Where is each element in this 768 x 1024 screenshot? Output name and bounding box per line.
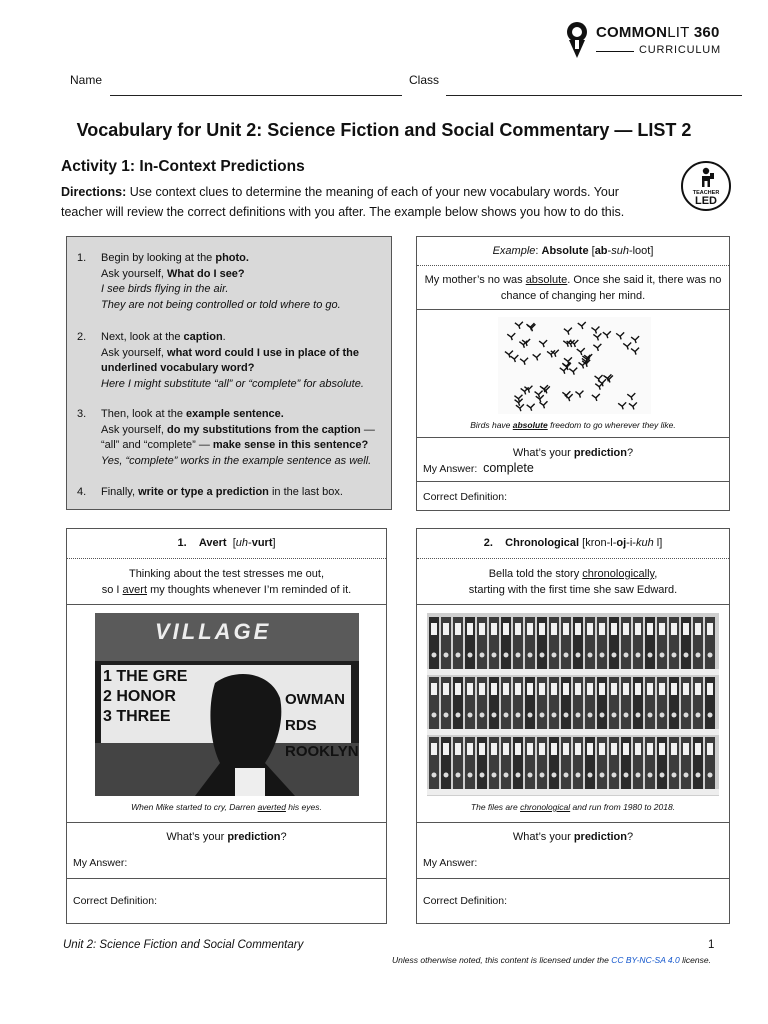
binder-hole xyxy=(660,653,665,658)
marquee-top: VILLAGE xyxy=(155,619,272,644)
bird-shape xyxy=(591,327,599,334)
bird-shape xyxy=(533,353,541,360)
word-card-chronological xyxy=(416,528,730,924)
correct-definition-field[interactable]: Correct Definition: xyxy=(423,895,508,907)
divider xyxy=(67,878,386,879)
binder-label xyxy=(503,683,509,695)
prediction-prompt: What’s your prediction? xyxy=(512,447,634,459)
binder-label xyxy=(683,683,689,695)
binder-label xyxy=(551,683,557,695)
name-field[interactable] xyxy=(110,95,402,96)
prediction-prompt: What’s your prediction? xyxy=(166,831,287,843)
binder-hole xyxy=(504,713,509,718)
badge-label-big: LED xyxy=(695,195,717,207)
shelf xyxy=(427,729,719,735)
binder-hole xyxy=(432,653,437,658)
commonlit-logo xyxy=(563,20,733,62)
page-number: 1 xyxy=(708,939,715,951)
binder-hole xyxy=(672,653,677,658)
example-caption: Birds have absolute freedom to go wherever they like. xyxy=(470,420,676,430)
binder-label xyxy=(575,623,581,635)
binder-label xyxy=(647,743,653,755)
binder-hole xyxy=(696,773,701,778)
binder-label xyxy=(491,683,497,695)
shelf xyxy=(427,789,719,795)
activity-title: Activity 1: In-Context Predictions xyxy=(61,158,305,175)
word-caption: When Mike started to cry, Darren averted his eyes. xyxy=(131,802,322,812)
binder-label xyxy=(455,743,461,755)
binder-label xyxy=(599,743,605,755)
binder-label xyxy=(539,743,545,755)
bird-shape xyxy=(623,342,631,349)
binder-label xyxy=(431,743,437,755)
binder-label xyxy=(443,623,449,635)
binder-hole xyxy=(456,773,461,778)
binder-hole xyxy=(516,713,521,718)
binder-hole xyxy=(636,773,641,778)
binder-hole xyxy=(540,713,545,718)
binder-label xyxy=(527,743,533,755)
my-answer-label: My Answer: complete xyxy=(423,461,534,475)
binder-hole xyxy=(468,773,473,778)
commonlit-mark-icon xyxy=(563,20,591,60)
binder-label xyxy=(683,743,689,755)
teacher-icon xyxy=(700,167,714,189)
step-number: 2. xyxy=(77,331,87,343)
divider xyxy=(417,604,729,605)
bird-shape xyxy=(521,387,529,394)
directions-text: Directions: Use context clues to determine the meaning of each of your new vocabulary words. Your teacher will review the correct definitions with you after. The example below shows you how to do this. xyxy=(61,185,625,219)
binder-label xyxy=(623,683,629,695)
binder-label xyxy=(587,623,593,635)
bird-shape xyxy=(564,328,572,335)
bird-shape xyxy=(592,394,600,401)
binder-label xyxy=(683,623,689,635)
binder-hole xyxy=(648,653,653,658)
binder-label xyxy=(611,623,617,635)
bird-shape xyxy=(539,340,547,347)
badge-label-small: TEACHER xyxy=(692,190,720,196)
binder-hole xyxy=(708,653,713,658)
my-answer-field[interactable]: My Answer: xyxy=(73,857,128,869)
binder-label xyxy=(659,743,665,755)
binder-hole xyxy=(444,773,449,778)
divider xyxy=(417,878,729,879)
bird-shape xyxy=(575,391,583,398)
binder-hole xyxy=(444,713,449,718)
binder-hole xyxy=(564,653,569,658)
binder-hole xyxy=(516,653,521,658)
name-label: Name xyxy=(70,73,103,87)
bird-shape xyxy=(593,333,601,340)
binder-hole xyxy=(468,653,473,658)
divider xyxy=(67,822,386,823)
binder-label xyxy=(443,743,449,755)
step-number: 4. xyxy=(77,486,87,498)
binder-hole xyxy=(624,713,629,718)
binder-hole xyxy=(552,773,557,778)
binder-hole xyxy=(492,713,497,718)
word-header: 1. Avert [uh-vurt] xyxy=(177,537,276,549)
binder-hole xyxy=(696,653,701,658)
binder-hole xyxy=(492,653,497,658)
binder-label xyxy=(587,743,593,755)
step-number: 3. xyxy=(77,408,87,420)
binder-label xyxy=(515,743,521,755)
bird-shape xyxy=(527,404,535,411)
binder-label xyxy=(695,743,701,755)
binder-label xyxy=(611,743,617,755)
bird-shape xyxy=(603,331,611,338)
bird-shape xyxy=(539,401,547,408)
example-card xyxy=(416,236,730,511)
binder-label xyxy=(659,683,665,695)
binder-label xyxy=(515,623,521,635)
binder-label xyxy=(647,623,653,635)
binder-hole xyxy=(528,653,533,658)
binder-label xyxy=(599,623,605,635)
binder-hole xyxy=(516,773,521,778)
binder-hole xyxy=(672,773,677,778)
files-photo xyxy=(427,613,719,796)
binder-hole xyxy=(480,773,485,778)
binder-label xyxy=(587,683,593,695)
binder-label xyxy=(539,683,545,695)
word-sentence: Thinking about the test stresses me out, so I avert my thoughts whenever I’m reminded of it. xyxy=(101,568,352,596)
binder-hole xyxy=(636,653,641,658)
binder-hole xyxy=(624,653,629,658)
divider xyxy=(417,437,729,438)
binder-label xyxy=(635,743,641,755)
binder-label xyxy=(707,683,713,695)
bird-shape xyxy=(569,368,577,375)
step-number: 1. xyxy=(77,252,87,264)
theater-photo xyxy=(95,613,359,796)
binder-label xyxy=(467,623,473,635)
birds-illustration xyxy=(498,317,651,414)
binder-hole xyxy=(600,773,605,778)
logo-subtitle: CURRICULUM xyxy=(639,44,721,56)
bird-shape xyxy=(627,393,635,400)
binder-hole xyxy=(612,653,617,658)
marquee-left: 1 THE GRE 2 HONOR 3 THREE xyxy=(103,668,188,725)
binder-label xyxy=(611,683,617,695)
binder-hole xyxy=(456,713,461,718)
binder-hole xyxy=(432,713,437,718)
binder-hole xyxy=(708,713,713,718)
binder-label xyxy=(455,623,461,635)
binder-label xyxy=(623,623,629,635)
example-header: Example: Absolute [ab-suh-loot] xyxy=(492,245,654,257)
binder-label xyxy=(479,623,485,635)
binder-label xyxy=(431,683,437,695)
instructions-box: 1. Begin by looking at the photo. Ask yourself, What do I see? I see birds flying in the air. They are not being controlled or told where to go. 2. Next, look at the caption. Ask yourself, what word could I use in place of the underlined vocabulary word? Here I might substitute “all” or “complete” for absolute. 3. Then, look at the example sentence. Ask yourself, do my substitutions from the caption — “all” and “complete” — make sense in this sentence? Yes, “complete” works in the example sentence as well. 4. Finally, write or type a prediction in the last box. xyxy=(66,236,392,510)
word-sentence: Bella told the story chronologically, starting with the first time she saw Edward. xyxy=(468,568,678,596)
binder-hole xyxy=(552,653,557,658)
binder-label xyxy=(527,623,533,635)
divider xyxy=(417,481,729,482)
binder-label xyxy=(527,683,533,695)
license-notice: Unless otherwise noted, this content is licensed under the CC BY-NC-SA 4.0 license. xyxy=(392,955,711,965)
binder-hole xyxy=(444,653,449,658)
logo-rule xyxy=(596,51,634,52)
bird-shape xyxy=(631,348,639,355)
binder-label xyxy=(695,623,701,635)
binder-label xyxy=(467,743,473,755)
binder-hole xyxy=(612,773,617,778)
binder-hole xyxy=(708,773,713,778)
marquee-right: OWMAN RDS ROOKLYN xyxy=(285,691,359,760)
binder-label xyxy=(635,683,641,695)
word-caption: The files are chronological and run from 1980 to 2018. xyxy=(470,802,676,812)
divider xyxy=(67,558,386,559)
binder-hole xyxy=(648,713,653,718)
bird-shape xyxy=(507,333,515,340)
binder-label xyxy=(467,683,473,695)
example-sentence: My mother’s no was absolute. Once she said it, there was no chance of changing her mind. xyxy=(424,274,722,302)
binder-label xyxy=(551,743,557,755)
correct-definition-field[interactable]: Correct Definition: xyxy=(73,895,158,907)
binder-label xyxy=(539,623,545,635)
word-header: 2. Chronological [kron-l-oj-i-kuh l] xyxy=(483,537,663,549)
binder-hole xyxy=(684,653,689,658)
binder-label xyxy=(479,743,485,755)
page-title: Vocabulary for Unit 2: Science Fiction and Social Commentary — LIST 2 xyxy=(76,120,692,140)
bird-shape xyxy=(524,386,532,393)
bird-shape xyxy=(616,332,624,339)
binder-hole xyxy=(504,773,509,778)
bird-shape xyxy=(578,322,586,329)
binder-hole xyxy=(540,653,545,658)
divider xyxy=(417,265,729,266)
binders-illustration xyxy=(427,613,719,796)
binder-hole xyxy=(456,653,461,658)
birds-photo xyxy=(498,317,651,414)
binder-label xyxy=(575,683,581,695)
binder-hole xyxy=(588,713,593,718)
divider xyxy=(417,822,729,823)
binder-label xyxy=(623,743,629,755)
my-answer-field[interactable]: My Answer: xyxy=(423,857,478,869)
bird-shape xyxy=(598,379,606,386)
shelf xyxy=(427,669,719,675)
binder-label xyxy=(563,743,569,755)
binder-hole xyxy=(492,773,497,778)
bird-shape xyxy=(631,336,639,343)
bird-shape xyxy=(565,394,573,401)
binder-hole xyxy=(624,773,629,778)
binder-label xyxy=(443,683,449,695)
binder-label xyxy=(563,623,569,635)
bird-shape xyxy=(520,358,528,365)
teacher-led-badge xyxy=(681,161,731,211)
my-answer-value[interactable]: complete xyxy=(483,461,534,475)
divider xyxy=(417,558,729,559)
logo-wordmark: COMMONLIT 360 xyxy=(596,24,720,41)
binder-hole xyxy=(600,713,605,718)
binder-hole xyxy=(612,713,617,718)
prediction-prompt: What’s your prediction? xyxy=(512,831,634,843)
binder-label xyxy=(647,683,653,695)
binder-hole xyxy=(480,713,485,718)
binder-label xyxy=(563,683,569,695)
binder-hole xyxy=(468,713,473,718)
binder-hole xyxy=(672,713,677,718)
divider xyxy=(417,309,729,310)
binder-hole xyxy=(588,773,593,778)
binder-hole xyxy=(504,653,509,658)
binder-label xyxy=(671,683,677,695)
binder-hole xyxy=(480,653,485,658)
binder-hole xyxy=(576,773,581,778)
binder-label xyxy=(635,623,641,635)
binder-label xyxy=(479,683,485,695)
binder-hole xyxy=(600,653,605,658)
binder-label xyxy=(671,743,677,755)
binder-hole xyxy=(552,713,557,718)
class-field[interactable] xyxy=(446,95,742,96)
footer-unit: Unit 2: Science Fiction and Social Commentary xyxy=(63,939,304,951)
binder-label xyxy=(503,743,509,755)
binder-label xyxy=(575,743,581,755)
binder-hole xyxy=(660,773,665,778)
binder-hole xyxy=(528,773,533,778)
bird-shape xyxy=(618,402,626,409)
binder-label xyxy=(431,623,437,635)
bird-shape xyxy=(629,402,637,409)
bird-shape xyxy=(577,348,585,355)
correct-definition-label[interactable]: Correct Definition: xyxy=(423,491,508,503)
binder-label xyxy=(491,623,497,635)
binder-hole xyxy=(684,773,689,778)
binder-hole xyxy=(576,653,581,658)
binder-hole xyxy=(564,713,569,718)
binder-hole xyxy=(696,713,701,718)
binder-label xyxy=(551,623,557,635)
binder-label xyxy=(695,683,701,695)
binder-hole xyxy=(432,773,437,778)
binder-label xyxy=(515,683,521,695)
binder-hole xyxy=(540,773,545,778)
binder-label xyxy=(707,623,713,635)
binder-label xyxy=(455,683,461,695)
binder-hole xyxy=(528,713,533,718)
bird-shape xyxy=(510,355,518,362)
binder-hole xyxy=(684,713,689,718)
binder-label xyxy=(503,623,509,635)
binder-hole xyxy=(636,713,641,718)
binder-label xyxy=(491,743,497,755)
binder-label xyxy=(659,623,665,635)
binder-label xyxy=(599,683,605,695)
binder-hole xyxy=(564,773,569,778)
license-link[interactable]: CC BY-NC-SA 4.0 xyxy=(611,955,680,965)
binder-hole xyxy=(660,713,665,718)
divider xyxy=(67,604,386,605)
binder-label xyxy=(707,743,713,755)
binder-hole xyxy=(588,653,593,658)
bird-shape xyxy=(593,344,601,351)
binder-label xyxy=(671,623,677,635)
binder-hole xyxy=(576,713,581,718)
word-card-avert xyxy=(66,528,387,924)
class-label: Class xyxy=(409,73,440,87)
bird-shape xyxy=(515,322,523,329)
binder-hole xyxy=(648,773,653,778)
